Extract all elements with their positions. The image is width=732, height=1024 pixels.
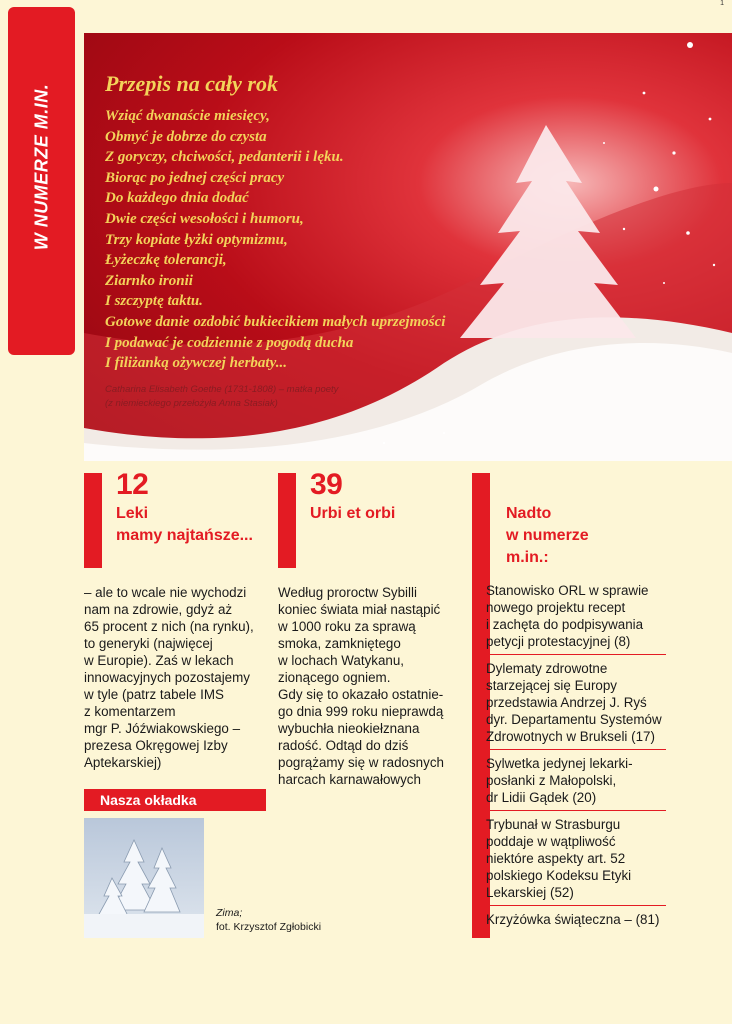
heading-line: mamy najtańsze... xyxy=(116,527,253,544)
page-number: 1 xyxy=(720,0,724,7)
poem-line: I filiżanką ożywczej herbaty... xyxy=(105,355,287,372)
text-line: Aptekarskiej) xyxy=(84,755,162,770)
text-line: zionącego ogniem. xyxy=(278,670,391,685)
poem-line: Ziarnko ironii xyxy=(105,272,193,289)
toc-item-line: poddaje w wątpliwość xyxy=(486,834,616,849)
poem-line: I podawać je codziennie z pogodą ducha xyxy=(105,334,354,351)
heading-line: m.in.: xyxy=(506,549,549,566)
text-line: Według proroctw Sybilli xyxy=(278,585,417,600)
toc-item[interactable] xyxy=(486,816,666,906)
heading-line: w numerze xyxy=(506,527,589,544)
text-line: prezesa Okręgowej Izby xyxy=(84,738,228,753)
text-line: innowacyjnych pozostajemy xyxy=(84,670,250,685)
toc-heading xyxy=(506,503,666,569)
poem-line: Z goryczy, chciwości, pedanterii i lęku. xyxy=(105,149,344,166)
article-summary xyxy=(278,584,468,788)
poem-line: Biorąc po jednej części pracy xyxy=(105,169,285,186)
text-line: harcach karnawałowych xyxy=(278,772,421,787)
page-ref-number: 12 xyxy=(116,468,149,501)
heading-line: Nadto xyxy=(506,505,552,522)
column-marker-bar xyxy=(84,473,102,568)
toc-item[interactable] xyxy=(486,755,666,811)
poem-line: Obmyć je dobrze do czysta xyxy=(105,128,267,145)
text-line: w tyle (patrz tabele IMS xyxy=(84,687,224,702)
article-summary xyxy=(84,584,269,771)
poem-line: Łyżeczkę tolerancji, xyxy=(105,252,227,269)
column-marker-bar xyxy=(278,473,296,568)
toc-item-line: polskiego Kodeksu Etyki xyxy=(486,868,632,883)
toc-item-line: starzejącej się Europy xyxy=(486,678,617,693)
cover-caption xyxy=(216,906,321,934)
caption-title: Zima; xyxy=(216,907,243,919)
toc-item-line: petycji protestacyjnej (8) xyxy=(486,634,631,649)
heading-line: Leki xyxy=(116,505,149,522)
poem-line: Do każdego dnia dodać xyxy=(105,190,249,207)
text-line: koniec świata miał nastąpić xyxy=(278,602,441,617)
toc-list xyxy=(486,582,666,937)
poem-line: Trzy kopiate łyżki optymizmu, xyxy=(105,231,288,248)
cover-photo xyxy=(84,818,204,938)
toc-item-line: niektóre aspekty art. 52 xyxy=(486,851,626,866)
toc-item-line: Zdrowotnych w Brukseli (17) xyxy=(486,729,655,744)
text-line: to generyki (najwięcej xyxy=(84,636,213,651)
poem-text xyxy=(105,106,485,374)
text-line: go dnia 999 roku nieprawdą xyxy=(278,704,444,719)
text-line: nam na zdrowie, gdyż aż xyxy=(84,602,233,617)
article-heading xyxy=(310,503,470,525)
toc-item[interactable] xyxy=(486,911,666,932)
toc-item-line: Dylematy zdrowotne xyxy=(486,661,608,676)
poem-line: Wziąć dwanaście miesięcy, xyxy=(105,108,270,124)
text-line: pogrążamy się w radosnych xyxy=(278,755,444,770)
poem-line: Dwie części wesołości i humoru, xyxy=(105,210,304,227)
text-line: z komentarzem xyxy=(84,704,176,719)
toc-item-line: i zachęta do podpisywania xyxy=(486,617,644,632)
section-tab xyxy=(8,7,75,355)
text-line: wybuchła nieokiełznana xyxy=(278,721,420,736)
toc-item-line: Krzyżówka świąteczna – (81) xyxy=(486,912,660,927)
toc-item-line: Lekarskiej (52) xyxy=(486,885,574,900)
poem-line: Gotowe danie ozdobić bukiecikiem małych uprzejmości xyxy=(105,313,446,330)
toc-item-line: dr Lidii Gądek (20) xyxy=(486,790,597,805)
toc-item-line: Sylwetka jedynej lekarki- xyxy=(486,756,633,771)
cover-section-label: Nasza okładka xyxy=(84,789,266,811)
text-line: 65 procent z nich (na rynku), xyxy=(84,619,254,634)
poem-title: Przepis na cały rok xyxy=(105,71,278,96)
text-line: radość. Odtąd do dziś xyxy=(278,738,409,753)
text-line: mgr P. Jóźwiakowskiego – xyxy=(84,721,241,736)
toc-item[interactable] xyxy=(486,660,666,750)
snowy-trees-photo xyxy=(84,818,204,938)
toc-item-line: posłanki z Małopolski, xyxy=(486,773,617,788)
page-ref-number: 39 xyxy=(310,468,343,501)
toc-item-line: dyr. Departamentu Systemów xyxy=(486,712,662,727)
toc-item-line: nowego projektu recept xyxy=(486,600,626,615)
toc-item-line: przedstawia Andrzej J. Ryś xyxy=(486,695,647,710)
heading-line: Urbi et orbi xyxy=(310,505,396,522)
section-tab-label: W NUMERZE M.IN. xyxy=(31,83,51,251)
poem-author: Catharina Elisabeth Goethe (1731-1808) – matka poety xyxy=(105,384,339,395)
toc-item-line: Stanowisko ORL w sprawie xyxy=(486,583,649,598)
text-line: – ale to wcale nie wychodzi xyxy=(84,585,247,600)
poem-translator: (z niemieckiego przełożyła Anna Stasiak) xyxy=(105,398,278,409)
toc-item-line: Trybunał w Strasburgu xyxy=(486,817,621,832)
caption-author: fot. Krzysztof Zgłobicki xyxy=(216,921,322,933)
text-line: smoka, zamkniętego xyxy=(278,636,401,651)
poem-credit xyxy=(105,383,338,411)
text-line: w 1000 roku za sprawą xyxy=(278,619,416,634)
toc-item[interactable] xyxy=(486,582,666,655)
poem-line: I szczyptę taktu. xyxy=(105,293,203,310)
text-line: w Europie). Zaś w lekach xyxy=(84,653,234,668)
text-line: w lochach Watykanu, xyxy=(278,653,405,668)
text-line: Gdy się to okazało ostatnie- xyxy=(278,687,444,702)
article-heading xyxy=(116,503,276,547)
